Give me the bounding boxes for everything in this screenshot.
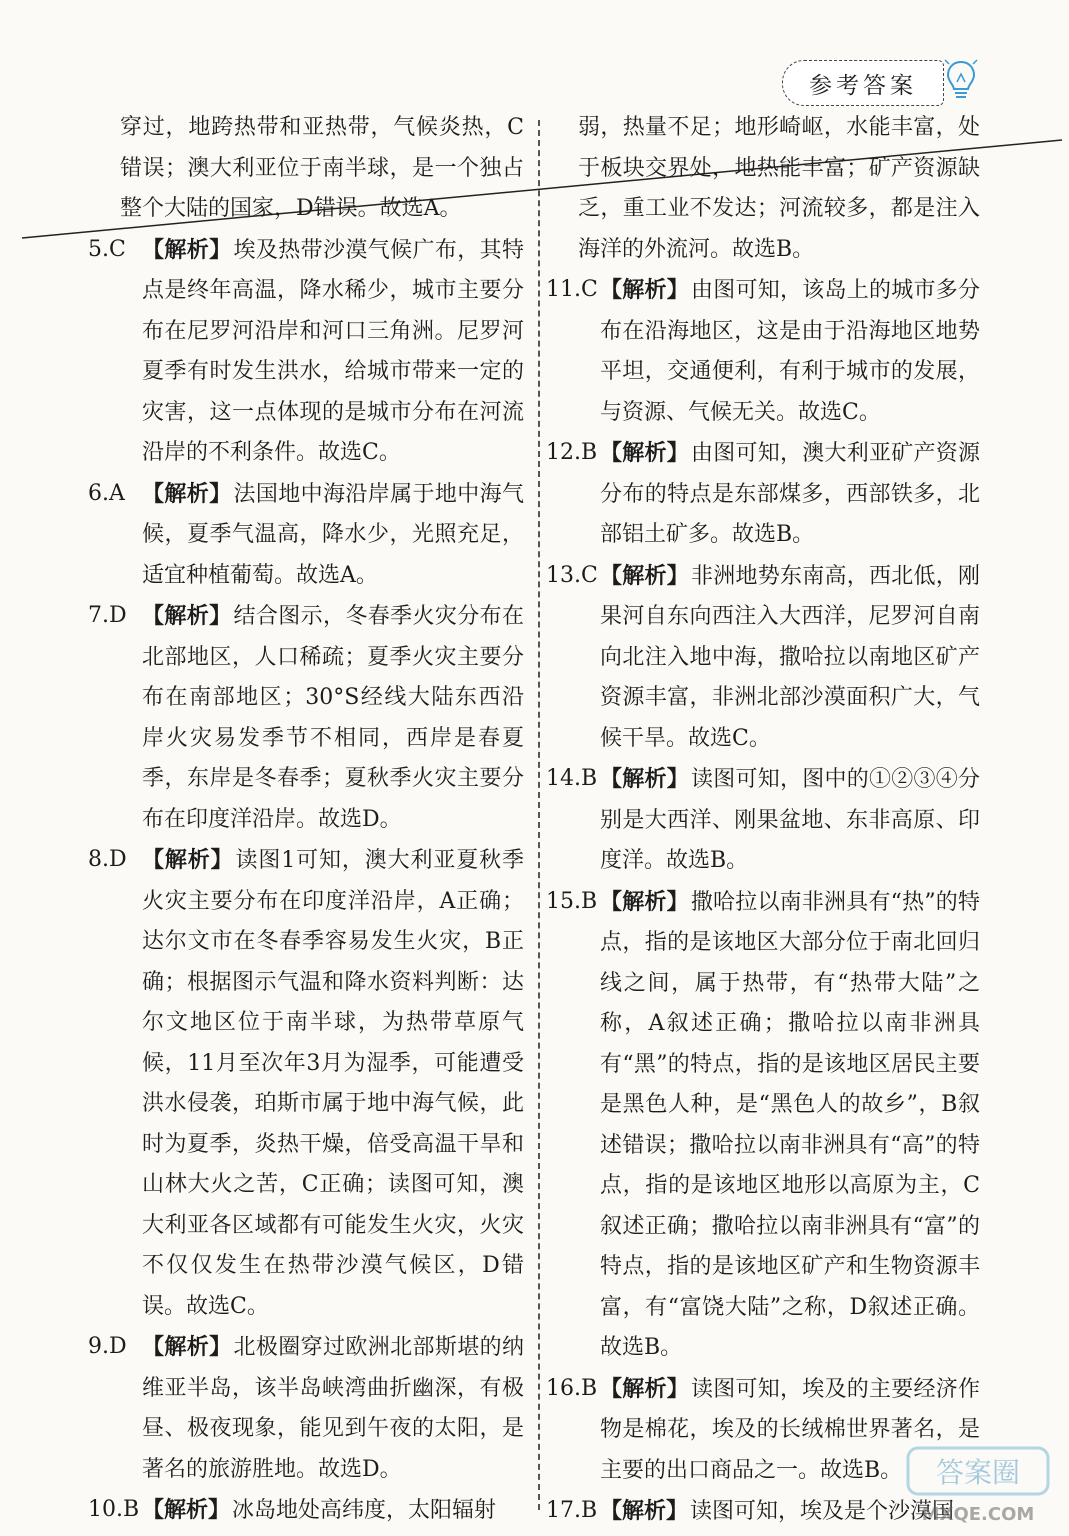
analysis-tag: 【解析】 [600, 766, 689, 792]
answer-text: 结合图示，冬春季火灾分布在北部地区，人口稀疏；夏季火灾主要分布在南部地区；30°S经线大陆东西沿岸火灾易发季节不相同，西岸是春夏季，东岸是冬春季；夏秋季火灾主要分布在印度洋沿岸。故选D。 [142, 604, 524, 832]
answer-text: 读图可知，埃及是个沙漠国 [690, 1499, 955, 1524]
answer-number: 6.A [88, 480, 125, 506]
analysis-tag: 【解析】 [142, 1334, 232, 1360]
analysis-tag: 【解析】 [600, 277, 689, 303]
answer-text: 法国地中海沿岸属于地中海气候，夏季气温高，降水少，光照充足，适宜种植葡萄。故选A。 [142, 481, 524, 588]
analysis-tag: 【解析】 [142, 236, 232, 263]
answer-text: 由图可知，该岛上的城市多分布在沿海地区，这是由于沿海地区地势平坦，交通便利，有利于城市的发展，与资源、气候无关。故选C。 [600, 278, 980, 425]
analysis-tag: 【解析】 [142, 1497, 231, 1523]
answer-entry [546, 556, 980, 760]
answer-number: 5.C [88, 236, 126, 262]
answer-text: 穿过，地跨热带和亚热带，气候炎热，C错误；澳大利亚位于南半球，是一个独占整个大陆的国家，D错误。故选A。 [120, 115, 524, 221]
answer-entry [550, 108, 980, 270]
right-column [546, 108, 980, 1533]
left-column [88, 108, 524, 1532]
watermark-logo [900, 1440, 1060, 1530]
answer-number: 14.B [546, 766, 598, 791]
answer-number: 16.B [546, 1375, 598, 1401]
answer-entry [546, 759, 980, 882]
answer-number: 17.B [546, 1498, 598, 1523]
analysis-tag: 【解析】 [600, 1375, 689, 1402]
header-title: 参考答案 [809, 72, 917, 99]
answer-entry [88, 230, 524, 474]
answer-number: 12.B [546, 440, 598, 465]
answer-number: 8.D [88, 847, 127, 872]
answer-text: 由图可知，澳大利亚矿产资源分布的特点是东部煤多，西部铁多，北部铝土矿多。故选B。 [600, 441, 980, 547]
answer-text: 弱，热量不足；地形崎岖，水能丰富，处于板块交界处，地热能丰富；矿产资源缺乏，重工业不发达；河流较多，都是注入海洋的外流河。故选B。 [578, 115, 980, 262]
answer-entry [546, 270, 980, 433]
answer-number: 9.D [88, 1334, 127, 1359]
answer-entry [88, 1490, 524, 1532]
watermark-text: 答案圈 [935, 1456, 1021, 1489]
answer-entry [546, 433, 980, 556]
answer-text: 埃及热带沙漠气候广布，其特点是终年高温，降水稀少，城市主要分布在尼罗河沿岸和河口三角洲。尼罗河夏季有时发生洪水，给城市带来一定的灾害，这一点体现的是城市分布在河流沿岸的不利条件。故选C。 [142, 237, 524, 465]
analysis-tag: 【解析】 [600, 440, 689, 466]
answer-entry [546, 882, 980, 1369]
answer-text: 撒哈拉以南非洲具有“热”的特点，指的是该地区大部分位于南北回归线之间，属于热带，有“热带大陆”之称，A叙述正确；撒哈拉以南非洲具有“黑”的特点，指的是该地区居民主要是黑色人种，是“黑色人的故乡”，B叙述错误；撒哈拉以南非洲具有“高”的特点，指的是该地区地形以高原为主，C叙述正确；撒哈拉以南非洲具有“富”的特点，指的是该地区矿产和生物资源丰富，有“富饶大陆”之称，D叙述正确。故选B。 [600, 889, 980, 1360]
answer-number: 15.B [546, 888, 598, 914]
answer-text: 读图可知，埃及的主要经济作物是棉花，埃及的长绒棉世界著名，是主要的出口商品之一。故选B。 [600, 1376, 980, 1483]
answer-number: 7.D [88, 603, 127, 628]
answer-number: 13.C [546, 562, 598, 588]
answer-text: 读图可知，图中的①②③④分别是大西洋、刚果盆地、东非高原、印度洋。故选B。 [600, 767, 980, 873]
answer-number: 11.C [546, 277, 598, 302]
answer-text: 冰岛地处高纬度，太阳辐射 [232, 1498, 497, 1523]
answer-number: 10.B [88, 1497, 140, 1522]
answer-text: 非洲地势东南高，西北低，刚果河自东向西注入大西洋，尼罗河自南向北注入地中海，撒哈拉以南地区矿产资源丰富，非洲北部沙漠面积广大，气候干旱。故选C。 [600, 563, 980, 751]
watermark-url: MXQE.COM [921, 1504, 1035, 1525]
answer-entry [88, 1327, 524, 1490]
answer-text: 北极圈穿过欧洲北部斯堪的纳维亚半岛，该半岛峡湾曲折幽深，有极昼、极夜现象，能见到午夜的太阳，是著名的旅游胜地。故选D。 [142, 1335, 524, 1482]
column-divider [538, 120, 540, 1510]
answer-text: 读图1可知，澳大利亚夏秋季火灾主要分布在印度洋沿岸，A正确；达尔文市在冬春季容易发生火灾，B正确；根据图示气温和降水资料判断：达尔文地区位于南半球，为热带草原气候，11月至次年3月为湿季，可能遭受洪水侵袭，珀斯市属于地中海气候，此时为夏季，炎热干燥，倍受高温干旱和山林大火之苦，C正确；读图可知，澳大利亚各区域都有可能发生火灾，火灾不仅仅发生在热带沙漠气候区，D错误。故选C。 [142, 848, 524, 1319]
answer-entry [88, 840, 524, 1327]
answer-entry [92, 108, 524, 230]
analysis-tag: 【解析】 [600, 562, 689, 589]
analysis-tag: 【解析】 [600, 888, 689, 915]
analysis-tag: 【解析】 [142, 847, 234, 873]
answer-entry [88, 596, 524, 840]
analysis-tag: 【解析】 [142, 603, 232, 629]
answer-entry [88, 474, 524, 597]
analysis-tag: 【解析】 [142, 480, 232, 507]
analysis-tag: 【解析】 [600, 1498, 689, 1524]
